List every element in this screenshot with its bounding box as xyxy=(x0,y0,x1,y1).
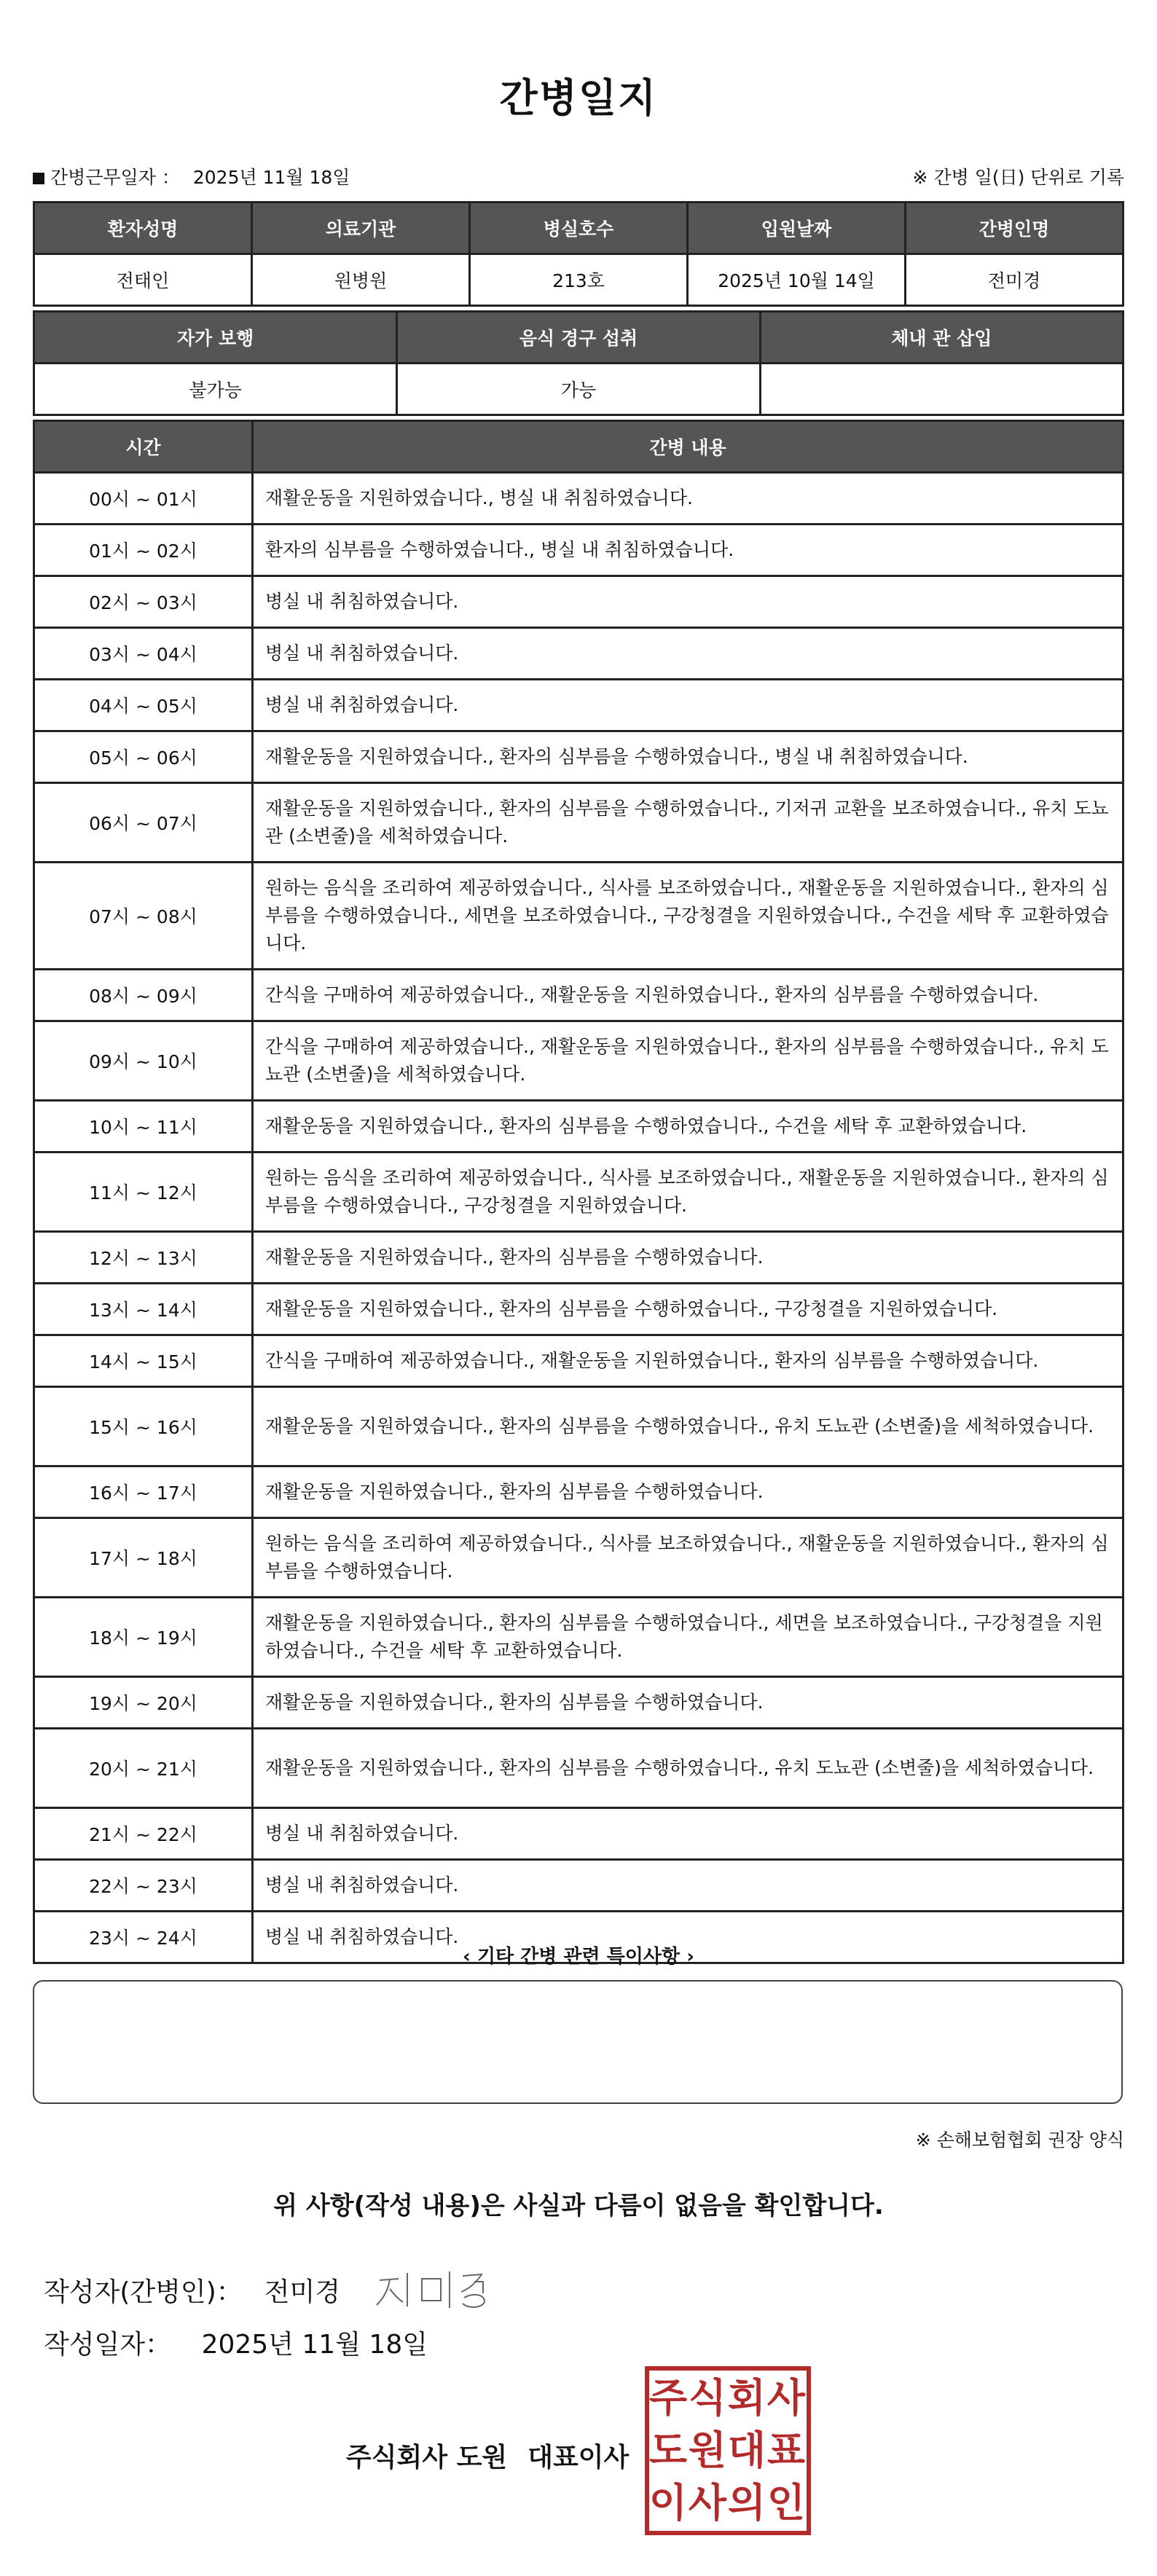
seal-character: 주 xyxy=(648,2375,688,2421)
header-time: 시간 xyxy=(34,421,253,473)
header-hospital: 의료기관 xyxy=(252,203,470,254)
log-time: 10시 ~ 11시 xyxy=(34,1101,253,1152)
log-time: 03시 ~ 04시 xyxy=(34,628,253,680)
table-row xyxy=(34,970,1123,1021)
tube-insertion-value xyxy=(760,364,1123,415)
seal-character: 인 xyxy=(766,2480,806,2526)
log-time: 01시 ~ 02시 xyxy=(34,525,253,576)
log-content: 재활운동을 지원하였습니다., 환자의 심부름을 수행하였습니다., 구강청결을 지원하였습니다. xyxy=(253,1284,1123,1335)
seal-character: 원 xyxy=(688,2427,727,2473)
log-time: 00시 ~ 01시 xyxy=(34,473,253,525)
log-content: 재활운동을 지원하였습니다., 환자의 심부름을 수행하였습니다. xyxy=(253,1466,1123,1518)
log-content: 재활운동을 지원하였습니다., 환자의 심부름을 수행하였습니다., 세면을 보조하였습니다., 구강청결을 지원하였습니다., 수건을 세탁 후 교환하였습니다. xyxy=(253,1598,1123,1677)
seal-character: 이 xyxy=(648,2480,688,2526)
table-row xyxy=(34,1335,1123,1387)
handwritten-signature xyxy=(374,2264,505,2315)
log-content: 간식을 구매하여 제공하였습니다., 재활운동을 지원하였습니다., 환자의 심부름을 수행하였습니다. xyxy=(253,970,1123,1021)
log-content: 재활운동을 지원하였습니다., 환자의 심부름을 수행하였습니다. xyxy=(253,1232,1123,1284)
log-content: 원하는 음식을 조리하여 제공하였습니다., 식사를 보조하였습니다., 재활운동을 지원하였습니다., 환자의 심부름을 수행하였습니다., 세면을 보조하였습니다., 구강청결을 지원하였습니다., 수건을 세탁 후 교환하였습니다. xyxy=(253,863,1123,970)
header-oral-intake: 음식 경구 섭취 xyxy=(397,312,760,364)
log-time: 19시 ~ 20시 xyxy=(34,1677,253,1729)
company-name: 주식회사 도원 xyxy=(346,2443,508,2473)
table-row xyxy=(34,1466,1123,1518)
log-content: 재활운동을 지원하였습니다., 환자의 심부름을 수행하였습니다. xyxy=(253,1677,1123,1729)
patient-status-table xyxy=(33,310,1124,416)
table-row xyxy=(34,473,1123,525)
log-time: 12시 ~ 13시 xyxy=(34,1232,253,1284)
log-content: 병실 내 취침하였습니다. xyxy=(253,1912,1123,1963)
table-row xyxy=(34,1808,1123,1860)
seal-character: 사 xyxy=(766,2375,806,2421)
document-title: 간병일지 xyxy=(499,75,658,121)
log-content: 간식을 구매하여 제공하였습니다., 재활운동을 지원하였습니다., 환자의 심부름을 수행하였습니다. xyxy=(253,1335,1123,1387)
special-notes-box xyxy=(33,1980,1123,2104)
log-time: 13시 ~ 14시 xyxy=(34,1284,253,1335)
log-content: 원하는 음식을 조리하여 제공하였습니다., 식사를 보조하였습니다., 재활운동을 지원하였습니다., 환자의 심부름을 수행하였습니다., 구강청결을 지원하였습니다. xyxy=(253,1152,1123,1232)
confirmation-statement: 위 사항(작성 내용)은 사실과 다름이 없음을 확인합니다. xyxy=(273,2191,884,2220)
log-content: 재활운동을 지원하였습니다., 병실 내 취침하였습니다. xyxy=(253,473,1123,525)
log-content: 재활운동을 지원하였습니다., 환자의 심부름을 수행하였습니다., 유치 도뇨관 (소변줄)을 세척하였습니다. xyxy=(253,1387,1123,1466)
log-time: 20시 ~ 21시 xyxy=(34,1729,253,1808)
table-row xyxy=(34,1598,1123,1677)
company-title: 대표이사 xyxy=(527,2443,630,2473)
table-row xyxy=(34,1101,1123,1152)
log-content: 원하는 음식을 조리하여 제공하였습니다., 식사를 보조하였습니다., 재활운동을 지원하였습니다., 환자의 심부름을 수행하였습니다. xyxy=(253,1518,1123,1598)
table-row xyxy=(34,1152,1123,1232)
header-self-walking: 자가 보행 xyxy=(34,312,397,364)
work-date-value: 2025년 11월 18일 xyxy=(192,167,350,188)
written-date-label: 작성일자： xyxy=(44,2330,172,2360)
log-content: 재활운동을 지원하였습니다., 환자의 심부름을 수행하였습니다., 기저귀 교환을 보조하였습니다., 유치 도뇨관 (소변줄)을 세척하였습니다. xyxy=(253,783,1123,863)
meta-row xyxy=(33,162,1124,191)
table-row xyxy=(34,1860,1123,1912)
log-time: 11시 ~ 12시 xyxy=(34,1152,253,1232)
work-date xyxy=(33,163,350,189)
care-log-table xyxy=(33,420,1124,1964)
header-caregiver: 간병인명 xyxy=(906,203,1123,254)
log-content: 재활운동을 지원하였습니다., 환자의 심부름을 수행하였습니다., 유치 도뇨관 (소변줄)을 세척하였습니다. xyxy=(253,1729,1123,1808)
hospital-name: 원병원 xyxy=(252,254,470,306)
written-date-row xyxy=(44,2324,428,2361)
seal-character: 회 xyxy=(727,2375,766,2421)
log-time: 07시 ~ 08시 xyxy=(34,863,253,970)
company-signature xyxy=(346,2437,629,2474)
patient-info-table xyxy=(33,201,1124,307)
log-time: 22시 ~ 23시 xyxy=(34,1860,253,1912)
admission-date: 2025년 10월 14일 xyxy=(688,254,906,306)
header-patient-name: 환자성명 xyxy=(34,203,252,254)
daily-record-note: ※ 간병 일(日) 단위로 기록 xyxy=(912,167,1124,188)
log-time: 04시 ~ 05시 xyxy=(34,680,253,731)
table-row xyxy=(34,1729,1123,1808)
square-bullet-icon xyxy=(33,173,44,184)
company-seal-stamp xyxy=(645,2366,811,2535)
seal-character: 대 xyxy=(727,2427,766,2473)
caregiver-name: 전미경 xyxy=(906,254,1123,306)
patient-name: 전태인 xyxy=(34,254,252,306)
seal-character: 도 xyxy=(648,2427,688,2473)
log-content: 병실 내 취침하였습니다. xyxy=(253,576,1123,628)
header-room: 병실호수 xyxy=(470,203,688,254)
log-content: 병실 내 취침하였습니다. xyxy=(253,680,1123,731)
log-content: 병실 내 취침하였습니다. xyxy=(253,1860,1123,1912)
seal-character: 식 xyxy=(688,2375,727,2421)
log-time: 09시 ~ 10시 xyxy=(34,1021,253,1101)
table-row xyxy=(34,1232,1123,1284)
table-row xyxy=(34,525,1123,576)
table-row xyxy=(34,576,1123,628)
log-content: 병실 내 취침하였습니다. xyxy=(253,1808,1123,1860)
log-content: 병실 내 취침하였습니다. xyxy=(253,628,1123,680)
header-care-content: 간병 내용 xyxy=(253,421,1123,473)
seal-character: 사 xyxy=(688,2480,727,2526)
log-time: 18시 ~ 19시 xyxy=(34,1598,253,1677)
work-date-label: 간병근무일자 ： xyxy=(50,167,180,188)
room-number: 213호 xyxy=(470,254,688,306)
table-row xyxy=(34,1518,1123,1598)
log-time: 15시 ~ 16시 xyxy=(34,1387,253,1466)
log-time: 08시 ~ 09시 xyxy=(34,970,253,1021)
table-row xyxy=(34,731,1123,783)
oral-intake-value: 가능 xyxy=(397,364,760,415)
log-time: 14시 ~ 15시 xyxy=(34,1335,253,1387)
log-time: 06시 ~ 07시 xyxy=(34,783,253,863)
log-content: 간식을 구매하여 제공하였습니다., 재활운동을 지원하였습니다., 환자의 심부름을 수행하였습니다., 유치 도뇨관 (소변줄)을 세척하였습니다. xyxy=(253,1021,1123,1101)
log-content: 재활운동을 지원하였습니다., 환자의 심부름을 수행하였습니다., 수건을 세탁 후 교환하였습니다. xyxy=(253,1101,1123,1152)
seal-character: 표 xyxy=(766,2427,806,2473)
log-time: 05시 ~ 06시 xyxy=(34,731,253,783)
seal-character: 의 xyxy=(727,2480,766,2526)
table-row xyxy=(34,628,1123,680)
log-time: 23시 ~ 24시 xyxy=(34,1912,253,1963)
table-row xyxy=(34,680,1123,731)
self-walking-value: 불가능 xyxy=(34,364,397,415)
log-time: 21시 ~ 22시 xyxy=(34,1808,253,1860)
author-name: 전미경 xyxy=(264,2277,341,2307)
log-content: 환자의 심부름을 수행하였습니다., 병실 내 취침하였습니다. xyxy=(253,525,1123,576)
notes-title: ‹ 기타 간병 관련 특이사항 › xyxy=(463,1946,694,1968)
written-date-value: 2025년 11월 18일 xyxy=(201,2330,428,2360)
log-time: 17시 ~ 18시 xyxy=(34,1518,253,1598)
author-label: 작성자(간병인)： xyxy=(44,2277,243,2307)
log-time: 16시 ~ 17시 xyxy=(34,1466,253,1518)
table-row xyxy=(34,1021,1123,1101)
table-row xyxy=(34,863,1123,970)
table-row xyxy=(34,1284,1123,1335)
log-content: 재활운동을 지원하였습니다., 환자의 심부름을 수행하였습니다., 병실 내 취침하였습니다. xyxy=(253,731,1123,783)
form-source-note: ※ 손해보험협회 권장 양식 xyxy=(915,2129,1124,2151)
table-row xyxy=(34,1677,1123,1729)
table-row xyxy=(34,1387,1123,1466)
table-row xyxy=(34,783,1123,863)
header-admission-date: 입원날짜 xyxy=(688,203,906,254)
log-time: 02시 ~ 03시 xyxy=(34,576,253,628)
header-tube-insertion: 체내 관 삽입 xyxy=(760,312,1123,364)
care-log-rows xyxy=(34,473,1123,1963)
author-row xyxy=(44,2264,505,2315)
